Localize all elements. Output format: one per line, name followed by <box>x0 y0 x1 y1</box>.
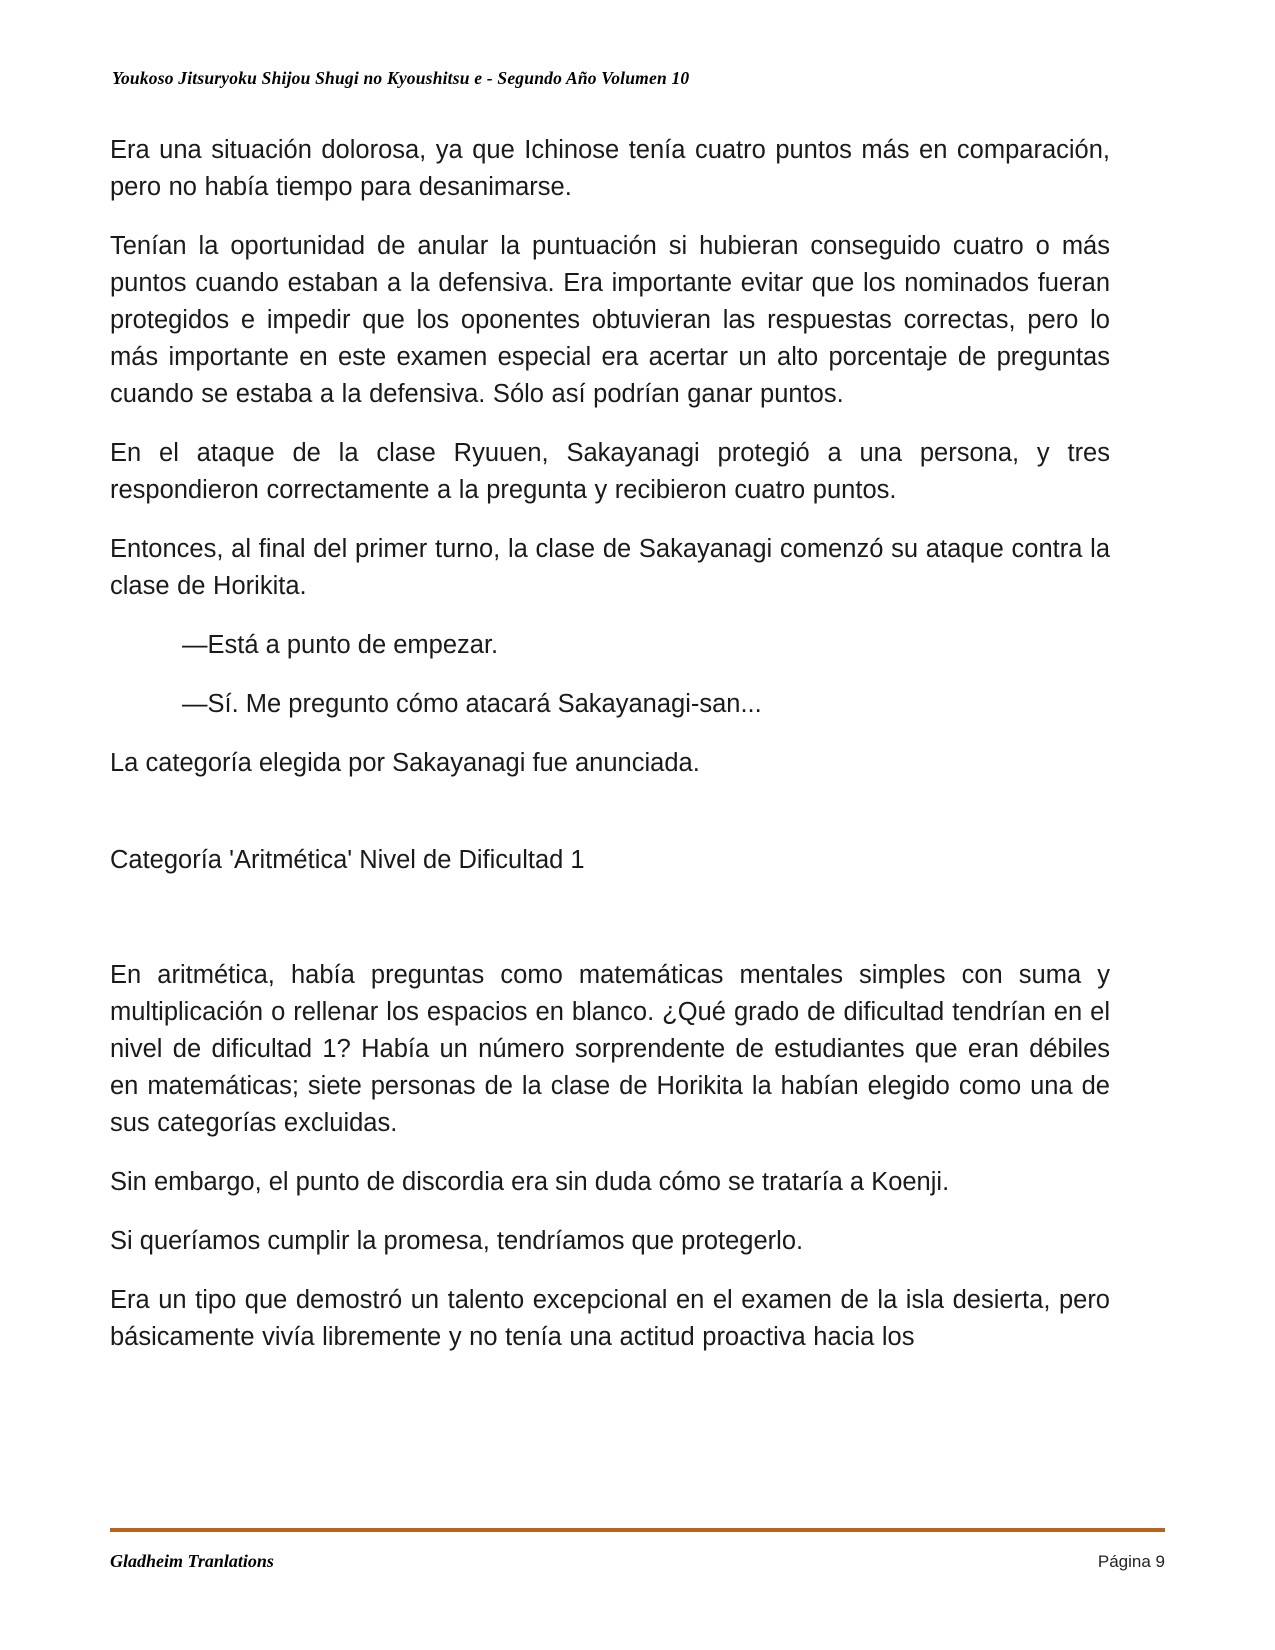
footer-divider <box>110 1528 1165 1532</box>
page-footer <box>110 1551 1165 1572</box>
paragraph: Entonces, al final del primer turno, la clase de Sakayanagi comenzó su ataque contra la clase de Horikita. <box>110 535 1110 600</box>
dialogue-line: —Está a punto de empezar. <box>182 631 499 659</box>
paragraph: La categoría elegida por Sakayanagi fue anunciada. <box>110 749 700 777</box>
dialogue-line: —Sí. Me pregunto cómo atacará Sakayanagi-san... <box>182 690 762 718</box>
page-number: Página 9 <box>1097 1552 1165 1571</box>
footer-credit: Gladheim Tranlations <box>110 1551 274 1571</box>
category-heading: Categoría 'Aritmética' Nivel de Dificultad 1 <box>110 846 585 874</box>
paragraph: Era una situación dolorosa, ya que Ichinose tenía cuatro puntos más en comparación, pero no había tiempo para desanimarse. <box>110 136 1110 201</box>
paragraph: Era un tipo que demostró un talento excepcional en el examen de la isla desierta, pero básicamente vivía libremente y no tenía una actitud proactiva hacia los <box>110 1286 1110 1351</box>
page-content <box>110 132 1110 1378</box>
paragraph: En el ataque de la clase Ryuuen, Sakayanagi protegió a una persona, y tres respondieron correctamente a la pregunta y recibieron cuatro puntos. <box>110 439 1110 504</box>
paragraph: Si queríamos cumplir la promesa, tendríamos que protegerlo. <box>110 1227 804 1255</box>
page-header: Youkoso Jitsuryoku Shijou Shugi no Kyoushitsu e - Segundo Año Volumen 10 <box>112 68 690 88</box>
spacer <box>110 879 1110 957</box>
paragraph: Sin embargo, el punto de discordia era sin duda cómo se trataría a Koenji. <box>110 1168 950 1196</box>
paragraph: Tenían la oportunidad de anular la puntuación si hubieran conseguido cuatro o más puntos cuando estaban a la defensiva. Era importante evitar que los nominados fueran protegidos e impedir que los oponentes obtuvieran las respuestas correctas, pero lo más importante en este examen especial era acertar un alto porcentaje de preguntas cuando se estaba a la defensiva. Sólo así podrían ganar puntos. <box>110 232 1110 408</box>
paragraph: En aritmética, había preguntas como matemáticas mentales simples con suma y multiplicación o rellenar los espacios en blanco. ¿Qué grado de dificultad tendrían en el nivel de dificultad 1? Había un número sorprendente de estudiantes que eran débiles en matemáticas; siete personas de la clase de Horikita la habían elegido como una de sus categorías excluidas. <box>110 961 1110 1137</box>
